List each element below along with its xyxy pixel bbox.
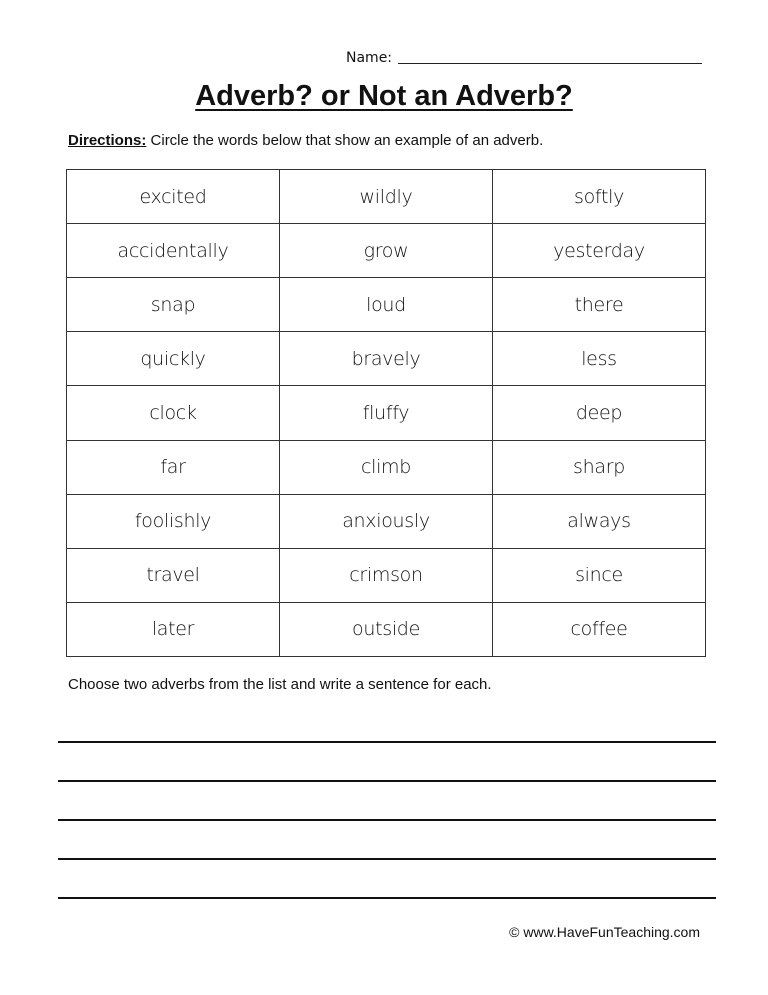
word-cell[interactable]: grow — [280, 224, 493, 278]
word-row — [67, 170, 706, 224]
word-cell[interactable]: travel — [67, 548, 280, 602]
word-row — [67, 440, 706, 494]
word-cell[interactable]: fluffy — [280, 386, 493, 440]
word-cell[interactable]: climb — [280, 440, 493, 494]
word-cell[interactable]: loud — [280, 278, 493, 332]
word-cell[interactable]: anxiously — [280, 494, 493, 548]
word-cell[interactable]: clock — [67, 386, 280, 440]
word-cell[interactable]: snap — [67, 278, 280, 332]
directions — [68, 132, 543, 150]
word-cell[interactable]: far — [67, 440, 280, 494]
word-cell[interactable]: there — [493, 278, 706, 332]
sentence-write-line[interactable] — [58, 741, 716, 743]
word-row — [67, 548, 706, 602]
sentence-write-line[interactable] — [58, 819, 716, 821]
sentence-write-line[interactable] — [58, 897, 716, 899]
word-cell[interactable]: always — [493, 494, 706, 548]
sentence-prompt: Choose two adverbs from the list and write a sentence for each. — [68, 676, 492, 693]
word-cell[interactable]: softly — [493, 170, 706, 224]
word-row — [67, 332, 706, 386]
word-row — [67, 494, 706, 548]
word-cell[interactable]: since — [493, 548, 706, 602]
word-cell[interactable]: foolishly — [67, 494, 280, 548]
word-row — [67, 224, 706, 278]
word-cell[interactable]: crimson — [280, 548, 493, 602]
word-cell[interactable]: yesterday — [493, 224, 706, 278]
name-label: Name: — [346, 50, 393, 66]
word-row — [67, 386, 706, 440]
word-cell[interactable]: deep — [493, 386, 706, 440]
name-field[interactable] — [346, 46, 702, 66]
directions-label: Directions: — [68, 132, 147, 149]
word-cell[interactable]: accidentally — [67, 224, 280, 278]
word-cell[interactable]: outside — [280, 602, 493, 656]
worksheet-title: Adverb? or Not an Adverb? — [195, 80, 573, 112]
sentence-write-line[interactable] — [58, 858, 716, 860]
word-cell[interactable]: less — [493, 332, 706, 386]
word-cell[interactable]: later — [67, 602, 280, 656]
word-cell[interactable]: wildly — [280, 170, 493, 224]
word-cell[interactable]: coffee — [493, 602, 706, 656]
word-row — [67, 602, 706, 656]
copyright-footer: © www.HaveFunTeaching.com — [509, 924, 700, 940]
word-cell[interactable]: sharp — [493, 440, 706, 494]
name-write-line[interactable] — [398, 50, 702, 64]
word-cell[interactable]: bravely — [280, 332, 493, 386]
sentence-write-line[interactable] — [58, 780, 716, 782]
word-cell[interactable]: quickly — [67, 332, 280, 386]
word-row — [67, 278, 706, 332]
word-grid — [66, 169, 706, 657]
word-cell[interactable]: excited — [67, 170, 280, 224]
directions-text: Circle the words below that show an example of an adverb. — [146, 132, 544, 149]
